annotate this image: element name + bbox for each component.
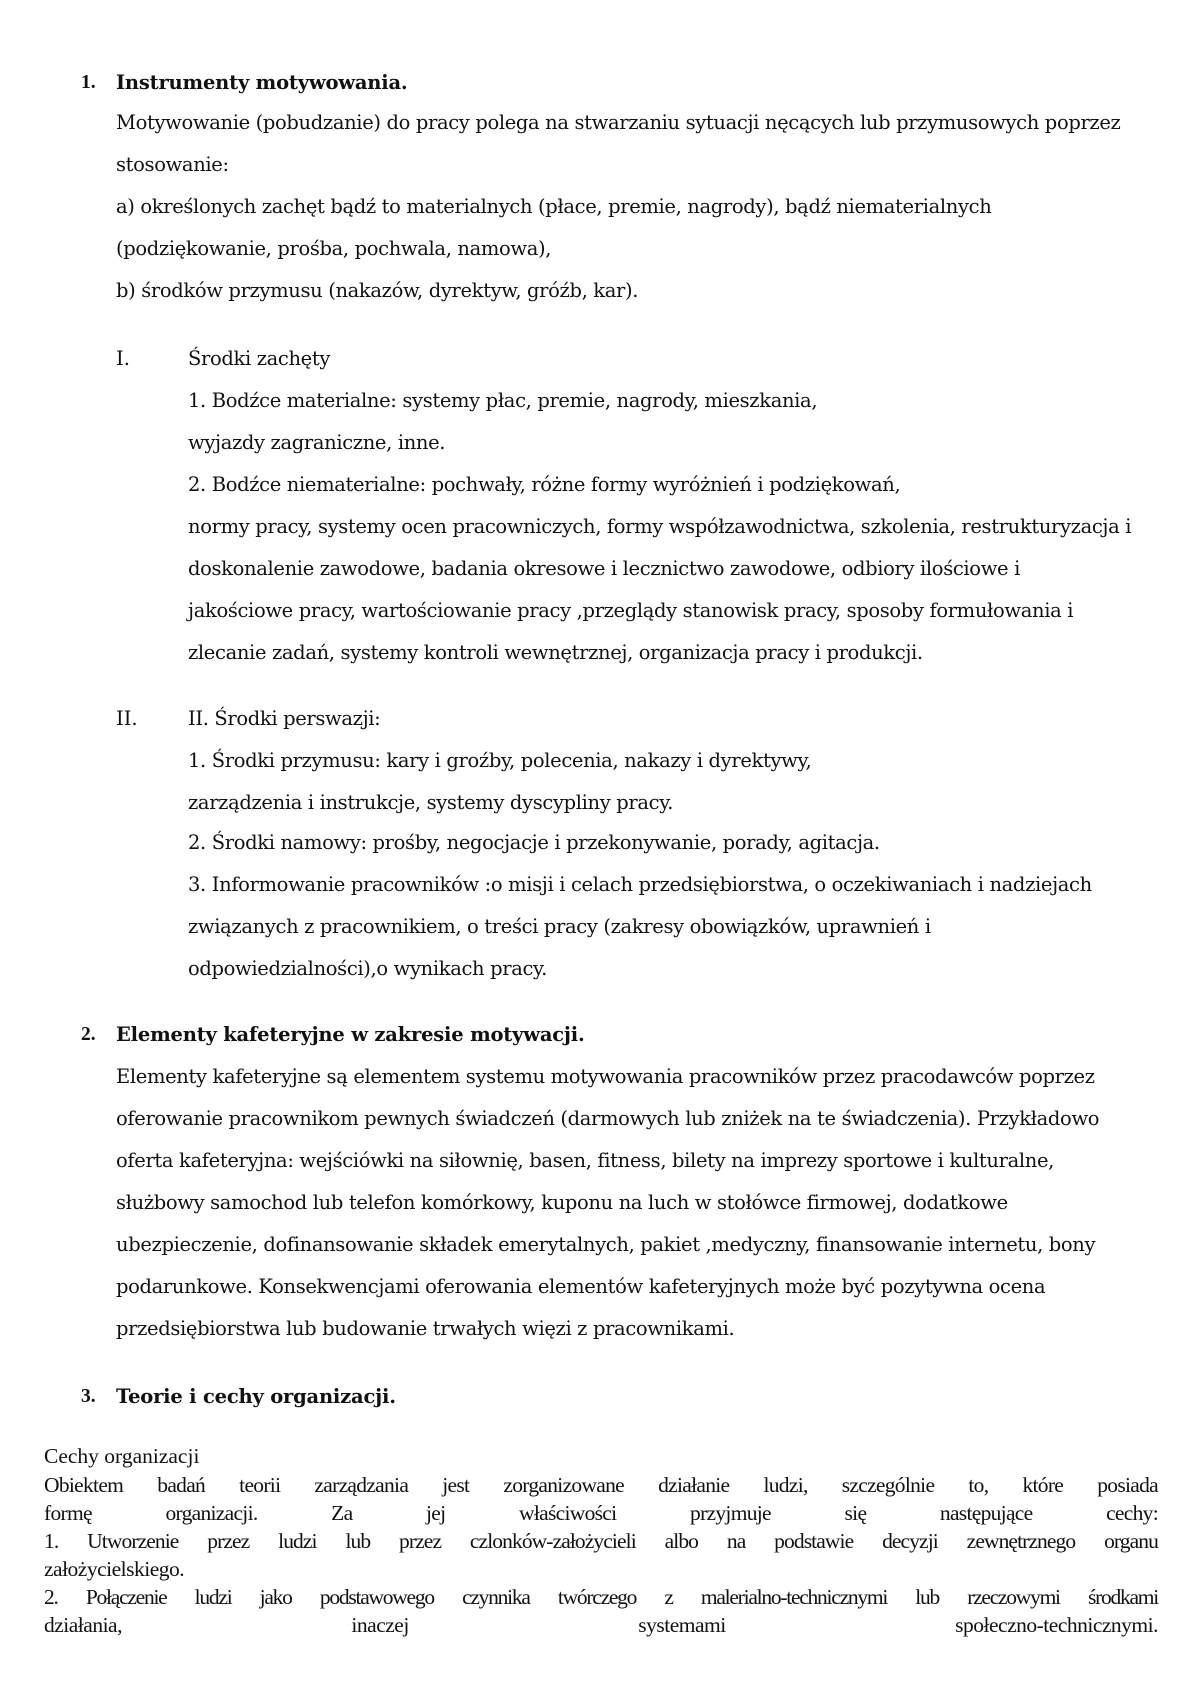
para1-line1-text: Obiektem badań teorii zarządzania jest zorganizowane działanie ludzi, szczególnie to, które posiada: [44, 1473, 1158, 1497]
section-2-title: Elementy kafeteryjne w zakresie motywacji.: [116, 1023, 585, 1046]
section-2-line: przedsiębiorstwa lub budowanie trwałych więzi z pracownikami.: [116, 1317, 735, 1340]
item1-line2: założycielskiego.: [44, 1557, 185, 1581]
item1-line1: [44, 1528, 1158, 1554]
subsection-2-line: odpowiedzialności),o wynikach pracy.: [188, 957, 547, 980]
subsection-1-line: jakościowe pracy, wartościowanie pracy ,przeglądy stanowisk pracy, sposoby formułowania i: [188, 599, 1074, 622]
para1-line2: [44, 1500, 1158, 1526]
subsection-2-line: II. Środki perswazji:: [188, 707, 381, 730]
para1-line1: [44, 1472, 1158, 1498]
subsection-1-line: 2. Bodźce niematerialne: pochwały, różne formy wyróżnień i podziękowań,: [188, 473, 901, 496]
subsection-2-line: 1. Środki przymusu: kary i groźby, polecenia, nakazy i dyrektywy,: [188, 749, 812, 772]
section-1-line: Motywowanie (pobudzanie) do pracy polega na stwarzaniu sytuacji nęcących lub przymusowych poprzez: [116, 111, 1121, 134]
item2-line1: [44, 1584, 1158, 1610]
subsection-1-line: normy pracy, systemy ocen pracowniczych, formy współzawodnictwa, szkolenia, restrukturyzacja i: [188, 515, 1132, 538]
section-1-line: a) określonych zachęt bądź to materialnych (płace, premie, nagrody), bądź niematerialnych: [116, 195, 992, 218]
section-1-number: 1.: [81, 72, 96, 93]
subsection-1-numeral: I.: [116, 347, 130, 370]
section-2-line: ubezpieczenie, dofinansowanie składek emerytalnych, pakiet ,medyczny, finansowanie internetu, bony: [116, 1233, 1096, 1256]
section-3-title: Teorie i cechy organizacji.: [116, 1385, 396, 1408]
section-2-line: oferta kafeteryjna: wejściówki na siłownię, basen, fitness, bilety na imprezy sportowe i kulturalne,: [116, 1149, 1055, 1172]
subsection-2-numeral: II.: [116, 707, 138, 730]
subsection-2-line: 2. Środki namowy: prośby, negocjacje i przekonywanie, porady, agitacja.: [188, 831, 880, 854]
subsection-1-line: zlecanie zadań, systemy kontroli wewnętrznej, organizacja pracy i produkcji.: [188, 641, 923, 664]
subsection-1-line: doskonalenie zawodowe, badania okresowe i lecznictwo zawodowe, odbiory ilościowe i: [188, 557, 1020, 580]
section-1-line: stosowanie:: [116, 153, 229, 176]
subsection-1-line: wyjazdy zagraniczne, inne.: [188, 431, 446, 454]
subsection-2-line: 3. Informowanie pracowników :o misji i celach przedsiębiorstwa, o oczekiwaniach i nadziejach: [188, 873, 1092, 896]
section-3-number: 3.: [81, 1386, 96, 1407]
subsection-1-line: Środki zachęty: [188, 347, 331, 370]
item2-line2: [44, 1612, 1158, 1638]
item1-line1-text: 1. Utworzenie przez ludzi lub przez czlonków-założycieli albo na podstawie decyzji zewnętrznego organu: [44, 1529, 1158, 1553]
cechy-heading: Cechy organizacji: [44, 1444, 200, 1468]
section-1-title: Instrumenty motywowania.: [116, 71, 408, 94]
subsection-2-line: związanych z pracownikiem, o treści pracy (zakresy obowiązków, uprawnień i: [188, 915, 931, 938]
section-2-number: 2.: [81, 1024, 96, 1045]
item2-line1-text: 2. Połączenie ludzi jako podstawowego czynnika twórczego z malerialno-technicznymi lub rzeczowymi środkami: [44, 1585, 1158, 1609]
subsection-1-line: 1. Bodźce materialne: systemy płac, premie, nagrody, mieszkania,: [188, 389, 818, 412]
section-1-line: (podziękowanie, prośba, pochwala, namowa),: [116, 237, 552, 260]
section-2-line: służbowy samochod lub telefon komórkowy, kuponu na luch w stołówce firmowej, dodatkowe: [116, 1191, 1008, 1214]
section-2-line: oferowanie pracownikom pewnych świadczeń (darmowych lub zniżek na te świadczenia). Przykładowo: [116, 1107, 1100, 1130]
section-1-line: b) środków przymusu (nakazów, dyrektyw, gróźb, kar).: [116, 279, 639, 302]
section-2-line: Elementy kafeteryjne są elementem systemu motywowania pracowników przez pracodawców poprzez: [116, 1065, 1095, 1088]
para1-line2-text: formę organizacji. Za jej właściwości przyjmuje się następujące cechy:: [44, 1501, 1158, 1525]
section-2-line: podarunkowe. Konsekwencjami oferowania elementów kafeteryjnych może być pozytywna ocena: [116, 1275, 1046, 1298]
item2-line2-text: działania, inaczej systemami społeczno-technicznymi.: [44, 1613, 1158, 1637]
subsection-2-line: zarządzenia i instrukcje, systemy dyscypliny pracy.: [188, 791, 674, 814]
